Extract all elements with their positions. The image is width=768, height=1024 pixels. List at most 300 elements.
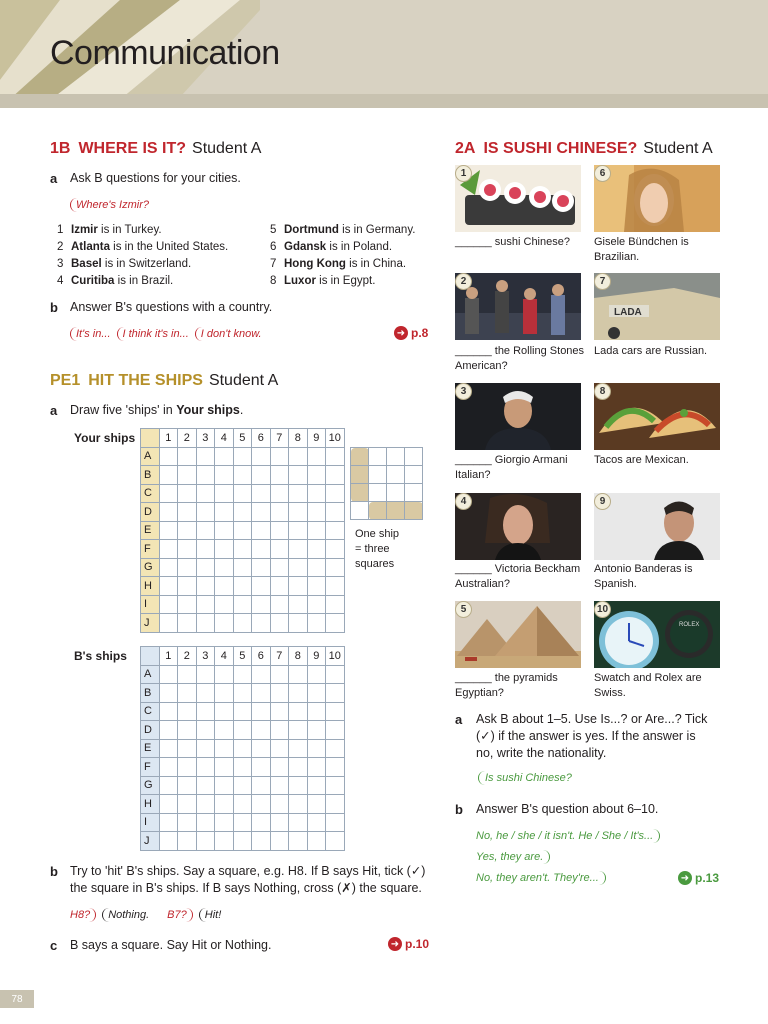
grid-cell[interactable] [289,447,308,466]
grid-cell[interactable] [307,521,326,540]
student-label: Student A [643,140,713,157]
grid-cell[interactable] [178,721,197,740]
grid-cell[interactable] [289,540,308,559]
grid-cell[interactable] [307,702,326,721]
grid-cell[interactable] [252,503,271,522]
grid-cell[interactable] [233,447,252,466]
grid-cell[interactable] [252,813,271,832]
photo-antonio-banderas [594,493,720,560]
grid-cell[interactable] [215,447,234,466]
grid-row-header: I [141,813,160,832]
grid-cell[interactable] [196,776,215,795]
page-header [0,0,768,108]
grid-cell[interactable] [159,558,178,577]
grid-cell[interactable] [252,758,271,777]
speech-bubble: No, he / she / it isn't. He / She / It's... [476,830,660,842]
grid-cell[interactable] [307,776,326,795]
instruction-1b-a: Ask B questions for your cities. [70,171,241,185]
grid-cell[interactable] [326,484,345,503]
grid-cell[interactable] [270,558,289,577]
grid-cell[interactable] [270,447,289,466]
speech-bubble: Nothing. [102,908,149,922]
grid-cell[interactable] [233,466,252,485]
photo-swatch-rolex [594,601,720,668]
grid-cell[interactable] [252,484,271,503]
city-item: 2 Atlanta is in the United States. [57,241,229,253]
instruction-pe1-b: Try to 'hit' B's ships. Say a square, e.g. H8. If B says Hit, tick (✓) the square in B's ships. If B says Nothing, cross (✗) the square. [70,864,426,895]
grid-cell[interactable] [289,795,308,814]
grid-cell[interactable] [178,684,197,703]
grid-cell[interactable] [159,466,178,485]
item-number: 8 [594,383,611,400]
grid-corner [141,647,160,666]
grid-cell[interactable] [289,702,308,721]
grid-row-header: B [141,684,160,703]
grid-cell[interactable] [307,739,326,758]
city-list-left [57,222,228,290]
grid-cell[interactable] [270,466,289,485]
grid-cell[interactable] [159,577,178,596]
photo-caption: ______ the Rolling Stones American? [455,345,585,372]
grid-column-header: 8 [289,647,308,666]
student-label: Student A [192,140,262,157]
grid-cell[interactable] [252,776,271,795]
instruction-pe1-c: B says a square. Say Hit or Nothing. [70,938,272,952]
arrow-icon: ➜ [678,871,692,885]
grid-cell[interactable] [307,684,326,703]
grid-corner [141,429,160,448]
item-number: 5 [455,601,472,618]
speech-bubbles [70,908,221,922]
grid-cell[interactable] [270,540,289,559]
grid-cell[interactable] [270,503,289,522]
grid-cell[interactable] [215,595,234,614]
instruction-2a-b: Answer B's question about 6–10. [476,802,659,816]
grid-cell[interactable] [289,739,308,758]
grid-cell[interactable] [178,447,197,466]
grid-cell[interactable] [196,721,215,740]
item-number: 3 [455,383,472,400]
grid-cell[interactable] [326,466,345,485]
grid-cell[interactable] [178,739,197,758]
grid-cell[interactable] [326,540,345,559]
grid-cell[interactable] [289,614,308,633]
grid-cell[interactable] [252,558,271,577]
grid-cell[interactable] [270,702,289,721]
photo-gisele [594,165,720,232]
grid-cell[interactable] [252,614,271,633]
grid-cell[interactable] [326,558,345,577]
grid-cell[interactable] [159,702,178,721]
grid-cell[interactable] [326,721,345,740]
grid-cell[interactable] [326,795,345,814]
grid-cell[interactable] [159,521,178,540]
grid-row-header: A [141,447,160,466]
grid-cell[interactable] [196,614,215,633]
grid-cell[interactable] [270,832,289,851]
grid-cell[interactable] [270,776,289,795]
grid-cell[interactable] [233,702,252,721]
grid-cell[interactable] [159,665,178,684]
grid-cell[interactable] [326,702,345,721]
grid-row-header: G [141,558,160,577]
grid-cell[interactable] [289,832,308,851]
header-band [0,94,768,108]
grid-cell[interactable] [252,832,271,851]
grid-cell[interactable] [326,503,345,522]
speech-bubble: H8? [70,908,96,922]
grid-cell[interactable] [252,540,271,559]
page-reference-link[interactable]: ➜ p.10 [388,937,429,951]
grid-cell[interactable] [326,776,345,795]
grid-cell[interactable] [178,795,197,814]
item-number: 4 [455,493,472,510]
section-name: WHERE IS IT? [78,140,187,157]
grid-column-header: 5 [233,647,252,666]
grid-cell[interactable] [196,684,215,703]
speech-bubble: I think it's in... [117,327,189,341]
grid-cell[interactable] [178,595,197,614]
grid-cell[interactable] [307,503,326,522]
grid-cell[interactable] [215,795,234,814]
photo-armani [455,383,581,450]
photo-caption: Gisele Bündchen is Brazilian. [594,236,689,263]
grid-cell[interactable] [233,540,252,559]
grid-cell[interactable] [159,447,178,466]
grid-column-header: 5 [233,429,252,448]
grid-cell[interactable] [178,577,197,596]
grid-cell[interactable] [270,795,289,814]
grid-cell[interactable] [159,813,178,832]
section-name: IS SUSHI CHINESE? [483,140,638,157]
grid-cell[interactable] [233,739,252,758]
grid-cell[interactable] [307,665,326,684]
photo-caption: Lada cars are Russian. [594,345,708,357]
grid-cell[interactable] [252,447,271,466]
grid-row-header: A [141,665,160,684]
grid-cell[interactable] [178,813,197,832]
city-item: 3 Basel is in Switzerland. [57,258,192,270]
grid-cell[interactable] [215,521,234,540]
grid-cell[interactable] [233,832,252,851]
photo-rolling-stones [455,273,581,340]
grid-cell[interactable] [178,665,197,684]
grid-cell[interactable] [326,521,345,540]
grid-cell[interactable] [289,758,308,777]
grid-row-header: D [141,721,160,740]
grid-cell[interactable] [215,739,234,758]
speech-bubble: I don't know. [195,327,262,341]
grid-cell[interactable] [307,813,326,832]
grid-cell[interactable] [196,832,215,851]
grid-cell[interactable] [233,776,252,795]
arrow-icon: ➜ [388,937,402,951]
grid-cell[interactable] [307,558,326,577]
grid-cell[interactable] [270,665,289,684]
grid-cell[interactable] [196,521,215,540]
grid-cell[interactable] [215,721,234,740]
grid-cell[interactable] [178,521,197,540]
grid-cell[interactable] [215,577,234,596]
grid-cell[interactable] [159,595,178,614]
speech-bubble: Where's Izmir? [70,198,149,212]
page-reference-link[interactable]: ➜ p.13 [678,871,719,885]
exercise-letter: b [455,802,463,817]
grid-cell[interactable] [289,684,308,703]
grid-cell[interactable] [178,776,197,795]
grid-cell[interactable] [270,521,289,540]
grid-cell[interactable] [215,558,234,577]
grid-cell[interactable] [196,503,215,522]
grid-cell[interactable] [159,739,178,758]
grid-cell[interactable] [178,484,197,503]
grid-column-header: 7 [270,429,289,448]
grid-cell[interactable] [196,540,215,559]
grid-cell[interactable] [326,739,345,758]
grid-cell[interactable] [178,540,197,559]
grid-cell[interactable] [289,776,308,795]
item-number: 2 [455,273,472,290]
your-ships-grid[interactable] [140,428,345,633]
your-ships-label: Your ships [74,431,136,445]
grid-cell[interactable] [159,758,178,777]
grid-cell[interactable] [233,684,252,703]
grid-cell[interactable] [159,684,178,703]
grid-cell[interactable] [289,558,308,577]
exercise-letter: c [50,938,58,953]
grid-column-header: 6 [252,647,271,666]
instruction-1b-b: Answer B's questions with a country. [70,300,273,314]
grid-cell[interactable] [270,577,289,596]
grid-cell[interactable] [270,684,289,703]
grid-cell[interactable] [289,503,308,522]
grid-cell[interactable] [270,614,289,633]
speech-bubble: Is sushi Chinese? [478,772,572,784]
grid-cell[interactable] [215,702,234,721]
speech-bubble: Hit! [199,908,222,922]
grid-cell[interactable] [326,614,345,633]
bs-ships-grid[interactable] [140,646,345,851]
city-item: 7 Hong Kong is in China. [270,258,407,270]
city-list-right [270,222,415,290]
grid-cell[interactable] [289,813,308,832]
svg-text:ROLEX: ROLEX [679,622,700,628]
grid-cell[interactable] [196,813,215,832]
grid-cell[interactable] [233,758,252,777]
grid-cell[interactable] [307,795,326,814]
grid-cell[interactable] [196,758,215,777]
grid-cell[interactable] [233,595,252,614]
grid-cell[interactable] [233,577,252,596]
grid-cell[interactable] [326,813,345,832]
grid-cell[interactable] [233,665,252,684]
grid-cell[interactable] [178,466,197,485]
grid-cell[interactable] [326,595,345,614]
page-reference-link[interactable]: ➜ p.8 [394,326,428,340]
grid-cell[interactable] [307,466,326,485]
grid-cell[interactable] [215,665,234,684]
grid-cell[interactable] [215,540,234,559]
grid-cell[interactable] [270,595,289,614]
grid-cell[interactable] [326,758,345,777]
grid-cell[interactable] [159,795,178,814]
speech-bubbles [70,327,262,341]
grid-cell[interactable] [178,614,197,633]
grid-cell[interactable] [289,484,308,503]
grid-cell[interactable] [289,521,308,540]
grid-cell[interactable] [215,466,234,485]
speech-bubble: It's in... [70,327,111,341]
section-name: HIT THE SHIPS [88,372,203,389]
grid-cell[interactable] [307,540,326,559]
grid-cell[interactable] [326,577,345,596]
city-item: 8 Luxor is in Egypt. [270,275,376,287]
grid-cell[interactable] [233,721,252,740]
grid-cell[interactable] [215,832,234,851]
grid-cell[interactable] [307,577,326,596]
grid-cell[interactable] [252,721,271,740]
grid-cell[interactable] [270,739,289,758]
grid-cell[interactable] [159,721,178,740]
photo-caption: Swatch and Rolex are Swiss. [594,672,702,699]
grid-cell[interactable] [252,702,271,721]
grid-cell[interactable] [252,595,271,614]
grid-cell[interactable] [233,521,252,540]
grid-cell[interactable] [178,832,197,851]
grid-cell[interactable] [196,702,215,721]
grid-cell[interactable] [326,447,345,466]
grid-cell[interactable] [289,665,308,684]
grid-cell[interactable] [215,813,234,832]
grid-cell[interactable] [159,832,178,851]
grid-cell[interactable] [215,684,234,703]
grid-cell[interactable] [307,447,326,466]
grid-cell[interactable] [215,503,234,522]
grid-cell[interactable] [159,503,178,522]
grid-cell[interactable] [270,758,289,777]
bs-ships-label: B's ships [74,649,127,663]
grid-cell[interactable] [270,721,289,740]
grid-cell[interactable] [178,558,197,577]
example-ship-grid [350,447,423,520]
grid-column-header: 7 [270,647,289,666]
grid-cell[interactable] [307,832,326,851]
grid-cell[interactable] [196,466,215,485]
grid-cell[interactable] [233,558,252,577]
city-item: 1 Izmir is in Turkey. [57,224,162,236]
grid-cell[interactable] [233,484,252,503]
grid-cell[interactable] [196,665,215,684]
grid-row-header: H [141,795,160,814]
grid-column-header: 1 [159,429,178,448]
grid-cell[interactable] [252,466,271,485]
photo-sushi [455,165,581,232]
exercise-letter: b [50,300,58,315]
grid-cell[interactable] [233,813,252,832]
grid-cell[interactable] [178,503,197,522]
page-title: Communication [50,34,280,72]
exercise-letter: b [50,864,58,879]
grid-cell[interactable] [289,721,308,740]
grid-cell[interactable] [270,813,289,832]
grid-cell[interactable] [159,776,178,795]
grid-cell[interactable] [252,795,271,814]
speech-bubble: Yes, they are. [476,851,550,863]
section-1b-title [50,140,261,158]
grid-cell[interactable] [307,484,326,503]
instruction-2a-a: Ask B about 1–5. Use Is...? or Are...? Tick (✓) if the answer is yes. If the answer is no, write the nationality. [476,712,708,760]
grid-column-header: 9 [307,647,326,666]
grid-cell[interactable] [215,484,234,503]
grid-cell[interactable] [252,684,271,703]
grid-cell[interactable] [233,614,252,633]
city-item: 5 Dortmund is in Germany. [270,224,416,236]
grid-row-header: I [141,595,160,614]
grid-cell[interactable] [196,447,215,466]
grid-cell[interactable] [252,739,271,758]
grid-cell[interactable] [326,684,345,703]
grid-cell[interactable] [215,776,234,795]
grid-cell[interactable] [178,702,197,721]
grid-column-header: 10 [326,647,345,666]
grid-column-header: 3 [196,647,215,666]
grid-cell[interactable] [196,795,215,814]
section-2a-title [455,140,713,158]
photo-victoria-beckham [455,493,581,560]
grid-cell[interactable] [307,614,326,633]
grid-cell[interactable] [196,558,215,577]
grid-column-header: 8 [289,429,308,448]
city-item: 6 Gdansk is in Poland. [270,241,393,253]
speech-bubble: B7? [167,908,193,922]
grid-cell[interactable] [289,595,308,614]
photo-pyramids [455,601,581,668]
item-number: 1 [455,165,472,182]
grid-cell[interactable] [326,665,345,684]
grid-cell[interactable] [307,758,326,777]
photo-caption: Tacos are Mexican. [594,454,689,466]
grid-cell[interactable] [215,614,234,633]
grid-cell[interactable] [196,595,215,614]
grid-cell[interactable] [252,521,271,540]
grid-cell[interactable] [159,484,178,503]
grid-cell[interactable] [233,795,252,814]
grid-cell[interactable] [289,577,308,596]
grid-cell[interactable] [307,721,326,740]
grid-cell[interactable] [289,466,308,485]
grid-cell[interactable] [233,503,252,522]
grid-row-header: C [141,484,160,503]
grid-row-header: G [141,776,160,795]
grid-row-header: E [141,739,160,758]
grid-cell[interactable] [159,614,178,633]
speech-bubble: No, they aren't. They're... [476,872,606,884]
grid-cell[interactable] [215,758,234,777]
grid-cell[interactable] [196,739,215,758]
grid-cell[interactable] [196,484,215,503]
grid-cell[interactable] [252,665,271,684]
grid-cell[interactable] [159,540,178,559]
exercise-letter: a [50,403,58,418]
grid-cell[interactable] [178,758,197,777]
grid-cell[interactable] [307,595,326,614]
grid-column-header: 4 [215,429,234,448]
grid-column-header: 4 [215,647,234,666]
grid-cell[interactable] [196,577,215,596]
grid-cell[interactable] [326,832,345,851]
grid-cell[interactable] [252,577,271,596]
grid-cell[interactable] [270,484,289,503]
